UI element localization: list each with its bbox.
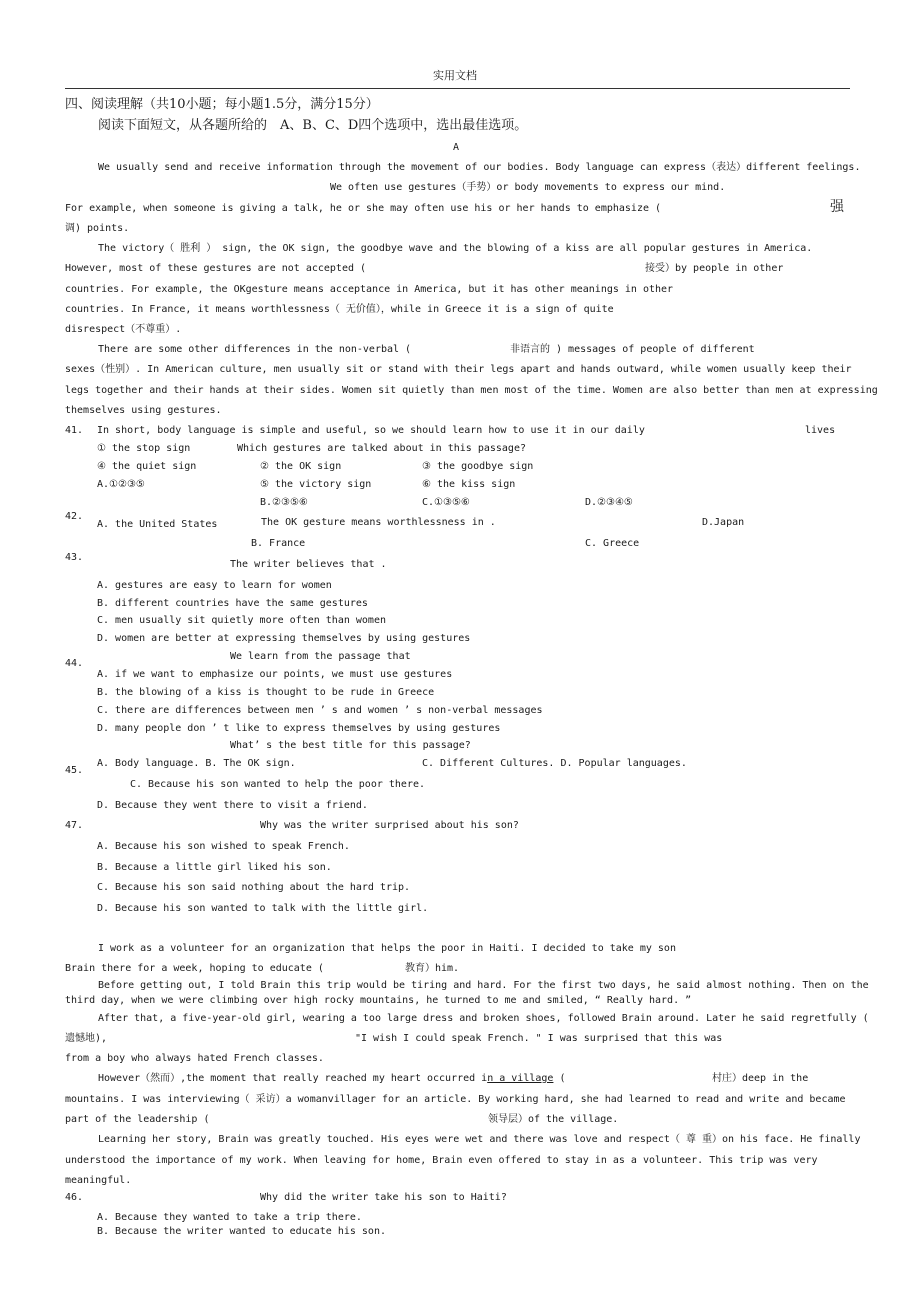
answer-option[interactable]: B. the blowing of a kiss is thought to be rude in Greece — [97, 687, 435, 698]
passage-a-line: We often use gestures（手势）or body movements to express our mind. — [330, 182, 726, 193]
answer-option[interactable]: D.Japan — [702, 517, 745, 528]
answer-option[interactable]: B.②③⑤⑥ — [260, 497, 308, 508]
answer-option[interactable]: C. Because his son wanted to help the poor there. — [130, 779, 426, 790]
answer-option[interactable]: C. Because his son said nothing about the hard trip. — [97, 882, 411, 893]
answer-option[interactable]: C. Greece — [585, 538, 640, 549]
passage-b-line: meaningful. — [65, 1175, 132, 1186]
passage-a-line: 非语言的 ) messages of people of different — [510, 344, 755, 355]
answer-option[interactable]: ⑥ the kiss sign — [422, 479, 516, 490]
passage-b-line: After that, a five-year-old girl, wearing a too large dress and broken shoes, followed Brain around. Later he said regretfully ( — [98, 1013, 869, 1024]
question-number: 45. — [65, 765, 84, 776]
answer-option[interactable]: ② the OK sign — [260, 461, 342, 472]
question-stem: Which gestures are talked about in this passage? — [237, 443, 526, 454]
answer-option[interactable]: A. Body language. B. The OK sign. — [97, 758, 296, 769]
passage-b-line: from a boy who always hated French classes. — [65, 1053, 324, 1064]
passage-a-line: For example, when someone is giving a talk, he or she may often use his or her hands to emphasize ( — [65, 203, 662, 214]
answer-option[interactable]: A. if we want to emphasize our points, we must use gestures — [97, 669, 453, 680]
section-heading: 四、阅读理解（共10小题；每小题1.5分，满分15分） — [65, 97, 379, 112]
passage-b-text: ( — [553, 1073, 566, 1084]
answer-option[interactable]: B. Because a little girl liked his son. — [97, 862, 332, 873]
passage-b-line — [98, 1073, 565, 1085]
answer-option[interactable]: ① the stop sign — [97, 443, 191, 454]
question-number: 46. — [65, 1192, 84, 1203]
passage-b-line: Brain there for a week, hoping to educate ( — [65, 963, 324, 974]
passage-b-line: part of the leadership ( — [65, 1114, 210, 1125]
passage-a-line: We usually send and receive information through the movement of our bodies. Body language can express（表达）different feelings. — [98, 162, 861, 173]
question-stem: Why did the writer take his son to Haiti? — [260, 1192, 507, 1203]
answer-option[interactable]: A. gestures are easy to learn for women — [97, 580, 332, 591]
answer-option[interactable]: C. Different Cultures. D. Popular languages. — [422, 758, 687, 769]
answer-option[interactable]: C. there are differences between men ’ s and women ’ s non-verbal messages — [97, 705, 543, 716]
passage-a-line: 强 — [830, 199, 844, 215]
question-number: 42. — [65, 511, 84, 522]
page-header: 实用文档 — [433, 69, 477, 82]
question-stem: We learn from the passage that — [230, 651, 411, 662]
answer-option[interactable]: ⑤ the victory sign — [260, 479, 372, 490]
passage-a-line: themselves using gestures. — [65, 405, 222, 416]
passage-a-line: countries. For example, the OKgesture means acceptance in America, but it has other meanings in other — [65, 284, 674, 295]
passage-a-line: 调) points. — [65, 223, 130, 234]
answer-option[interactable]: ④ the quiet sign — [97, 461, 197, 472]
question-number: 44. — [65, 658, 84, 669]
question-number: 43. — [65, 552, 84, 563]
passage-a-line: sexes（性别）. In American culture, men usually sit or stand with their legs apart and hands outward, while women usually keep their — [65, 364, 852, 375]
passage-a-line: lives — [805, 425, 836, 436]
answer-option[interactable]: ③ the goodbye sign — [422, 461, 534, 472]
passage-a-label: A — [453, 142, 460, 153]
answer-option[interactable]: D. many people don ’ t like to express themselves by using gestures — [97, 723, 501, 734]
answer-option[interactable]: A. Because his son wished to speak French. — [97, 841, 350, 852]
answer-option[interactable]: C. men usually sit quietly more often than women — [97, 615, 386, 626]
question-stem: Why was the writer surprised about his son? — [260, 820, 519, 831]
passage-b-line: 遗憾地), — [65, 1033, 108, 1044]
question-stem: The OK gesture means worthlessness in . — [261, 517, 496, 528]
passage-b-line: 教育）him. — [405, 963, 460, 974]
passage-a-line: disrespect（不尊重）. — [65, 324, 182, 335]
underlined-phrase: n a village — [487, 1073, 554, 1084]
section-instruction: 阅读下面短文，从各题所给的 A、B、C、D四个选项中，选出最佳选项。 — [98, 118, 528, 133]
answer-option[interactable]: B. France — [251, 538, 306, 549]
question-number: 47. — [65, 820, 84, 831]
passage-b-text: However（然而）,the moment that really reached my heart occurred i — [98, 1073, 488, 1084]
passage-b-line: I work as a volunteer for an organization that helps the poor in Haiti. I decided to take my son — [98, 943, 676, 954]
answer-option[interactable]: D. women are better at expressing themselves by using gestures — [97, 633, 471, 644]
question-stem: The writer believes that . — [230, 559, 387, 570]
answer-option[interactable]: D. Because they went there to visit a friend. — [97, 800, 368, 811]
passage-b-line: 村庄）deep in the — [712, 1073, 809, 1084]
passage-a-line: However, most of these gestures are not accepted ( — [65, 263, 367, 274]
answer-option[interactable]: A. Because they wanted to take a trip there. — [97, 1212, 362, 1223]
question-stem: What’ s the best title for this passage? — [230, 740, 471, 751]
passage-b-line: understood the importance of my work. When leaving for home, Brain even offered to stay in as a volunteer. This trip was very — [65, 1155, 818, 1166]
passage-a-line: countries. In France, it means worthlessness（ 无价值），while in Greece it is a sign of quite — [65, 304, 614, 315]
answer-option[interactable]: B. different countries have the same gestures — [97, 598, 368, 609]
passage-b-line: third day, when we were climbing over high rocky mountains, he turned to me and smiled, “ Really hard. ” — [65, 995, 692, 1006]
passage-b-line: Learning her story, Brain was greatly touched. His eyes were wet and there was love and respect（ 尊 重）on his face. He finally — [98, 1134, 861, 1145]
passage-b-line: mountains. I was interviewing（ 采访）a womanvillager for an article. By working hard, she had learned to read and write and became — [65, 1094, 846, 1105]
passage-b-line: 领导层）of the village. — [488, 1114, 619, 1125]
answer-option[interactable]: A.①②③⑤ — [97, 479, 145, 490]
answer-option[interactable]: A. the United States — [97, 519, 218, 530]
passage-b-line: Before getting out, I told Brain this trip would be tiring and hard. For the first two days, he said almost nothing. Then on the — [98, 980, 869, 991]
passage-b-line: "I wish I could speak French. " I was surprised that this was — [355, 1033, 723, 1044]
passage-a-line: The victory（ 胜利 ） sign, the OK sign, the goodbye wave and the blowing of a kiss are all popular gestures in America. — [98, 243, 813, 254]
answer-option[interactable]: D. Because his son wanted to talk with the little girl. — [97, 903, 429, 914]
answer-option[interactable]: B. Because the writer wanted to educate his son. — [97, 1226, 386, 1237]
passage-a-line: In short, body language is simple and useful, so we should learn how to use it in our daily — [97, 425, 645, 436]
answer-option[interactable]: C.①③⑤⑥ — [422, 497, 470, 508]
passage-a-line: legs together and their hands at their sides. Women sit quietly than men most of the time. Women are also better than men at expressing — [65, 385, 878, 396]
answer-option[interactable]: D.②③④⑤ — [585, 497, 633, 508]
passage-a-line: There are some other differences in the non-verbal ( — [98, 344, 412, 355]
question-number: 41. — [65, 425, 84, 436]
passage-a-line: 接受）by people in other — [645, 263, 784, 274]
header-divider — [65, 88, 850, 89]
